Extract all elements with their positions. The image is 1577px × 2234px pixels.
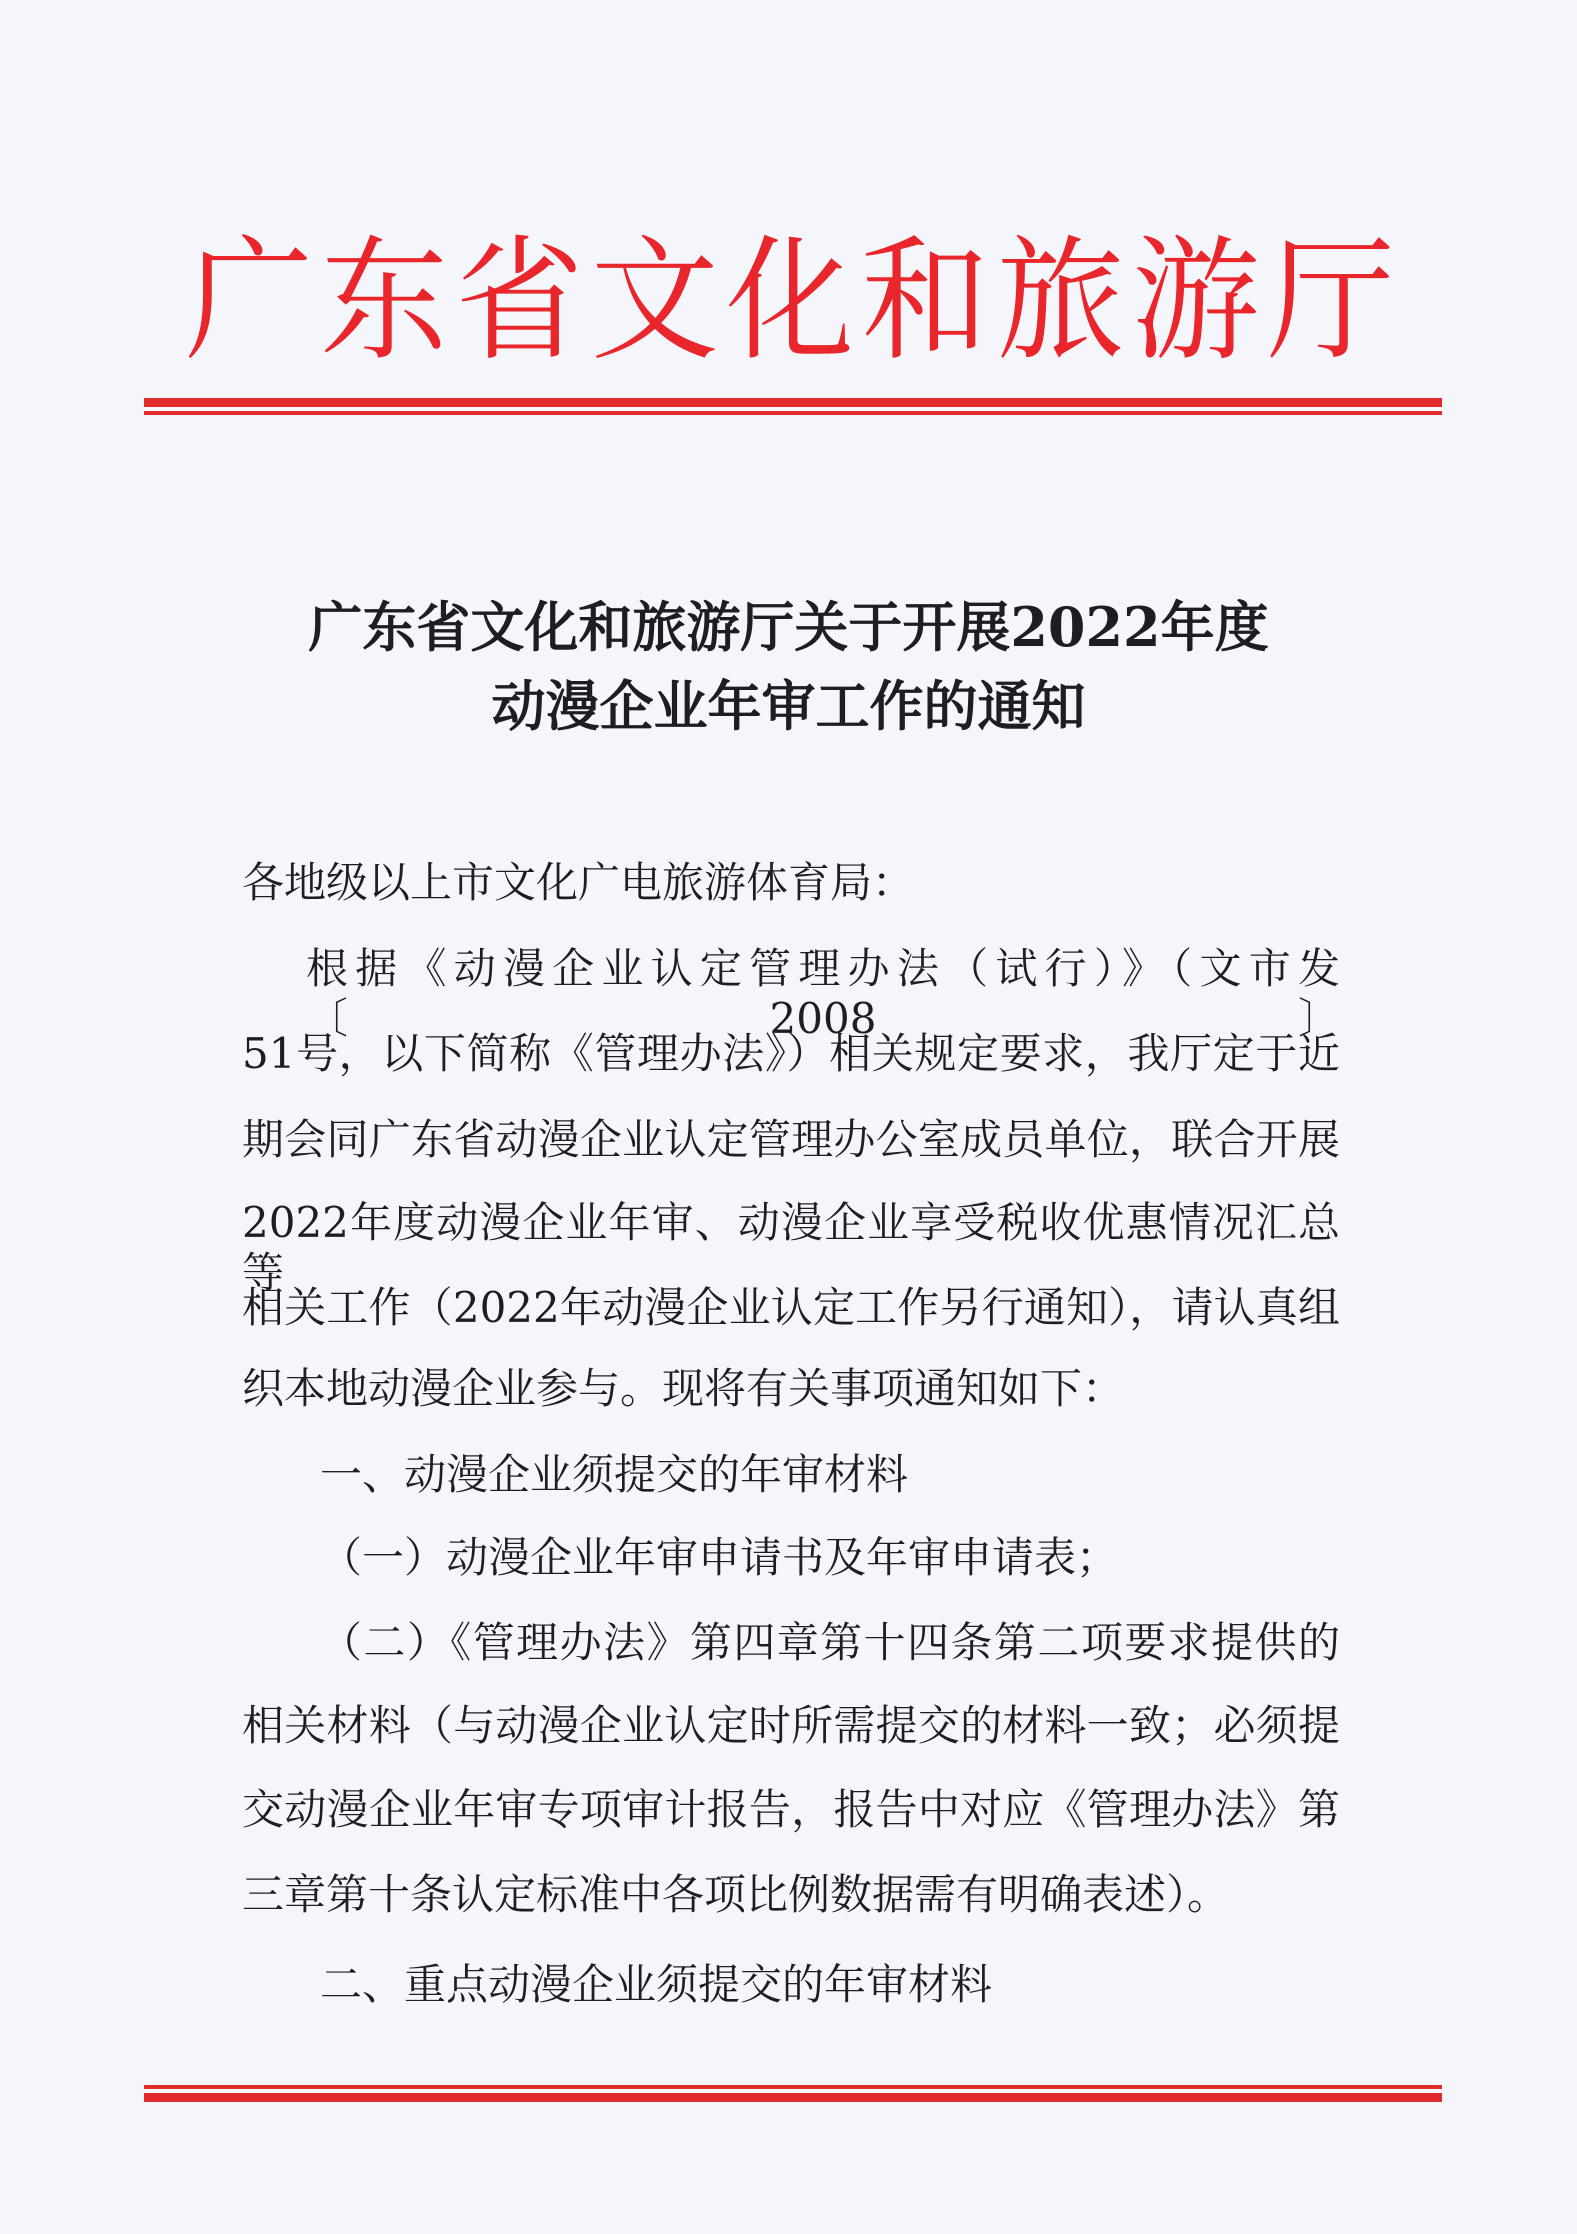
section-heading-2: 二、重点动漫企业须提交的年审材料 (320, 1960, 993, 2009)
body-line: 2022年度动漫企业年审、动漫企业享受税收优惠情况汇总等 (242, 1198, 1340, 1297)
list-item-2-line: （二）《管理办法》第四章第十四条第二项要求提供的 (320, 1618, 1340, 1667)
document-title-line-2: 动漫企业年审工作的通知 (491, 674, 1086, 738)
body-line: 织本地动漫企业参与。现将有关事项通知如下： (242, 1364, 1125, 1413)
header-rule-thick (144, 398, 1442, 407)
agency-letterhead: 广东省文化和旅游厅 (185, 223, 1395, 380)
list-item-2-line: 相关材料（与动漫企业认定时所需提交的材料一致；必须提 (242, 1701, 1340, 1750)
body-line: 相关工作（2022年动漫企业认定工作另行通知），请认真组 (242, 1283, 1340, 1332)
list-item-2-line: 交动漫企业年审专项审计报告，报告中对应《管理办法》第 (242, 1785, 1340, 1834)
body-line: 根据《动漫企业认定管理办法（试行）》（文市发〔2008〕 (306, 944, 1340, 1043)
body-line: 期会同广东省动漫企业认定管理办公室成员单位，联合开展 (242, 1115, 1340, 1164)
footer-rule-thin (144, 2085, 1442, 2089)
list-item-1: （一）动漫企业年审申请书及年审申请表； (320, 1533, 1119, 1582)
header-rule-thin (144, 411, 1442, 415)
document-title-line-1: 广东省文化和旅游厅关于开展2022年度 (308, 595, 1269, 659)
list-item-2-line: 三章第十条认定标准中各项比例数据需有明确表述）。 (242, 1870, 1230, 1919)
section-heading-1: 一、动漫企业须提交的年审材料 (320, 1450, 909, 1499)
body-line: 51号，以下简称《管理办法》）相关规定要求，我厅定于近 (242, 1029, 1340, 1078)
salutation: 各地级以上市文化广电旅游体育局： (242, 858, 915, 907)
footer-rule-thick (144, 2093, 1442, 2102)
